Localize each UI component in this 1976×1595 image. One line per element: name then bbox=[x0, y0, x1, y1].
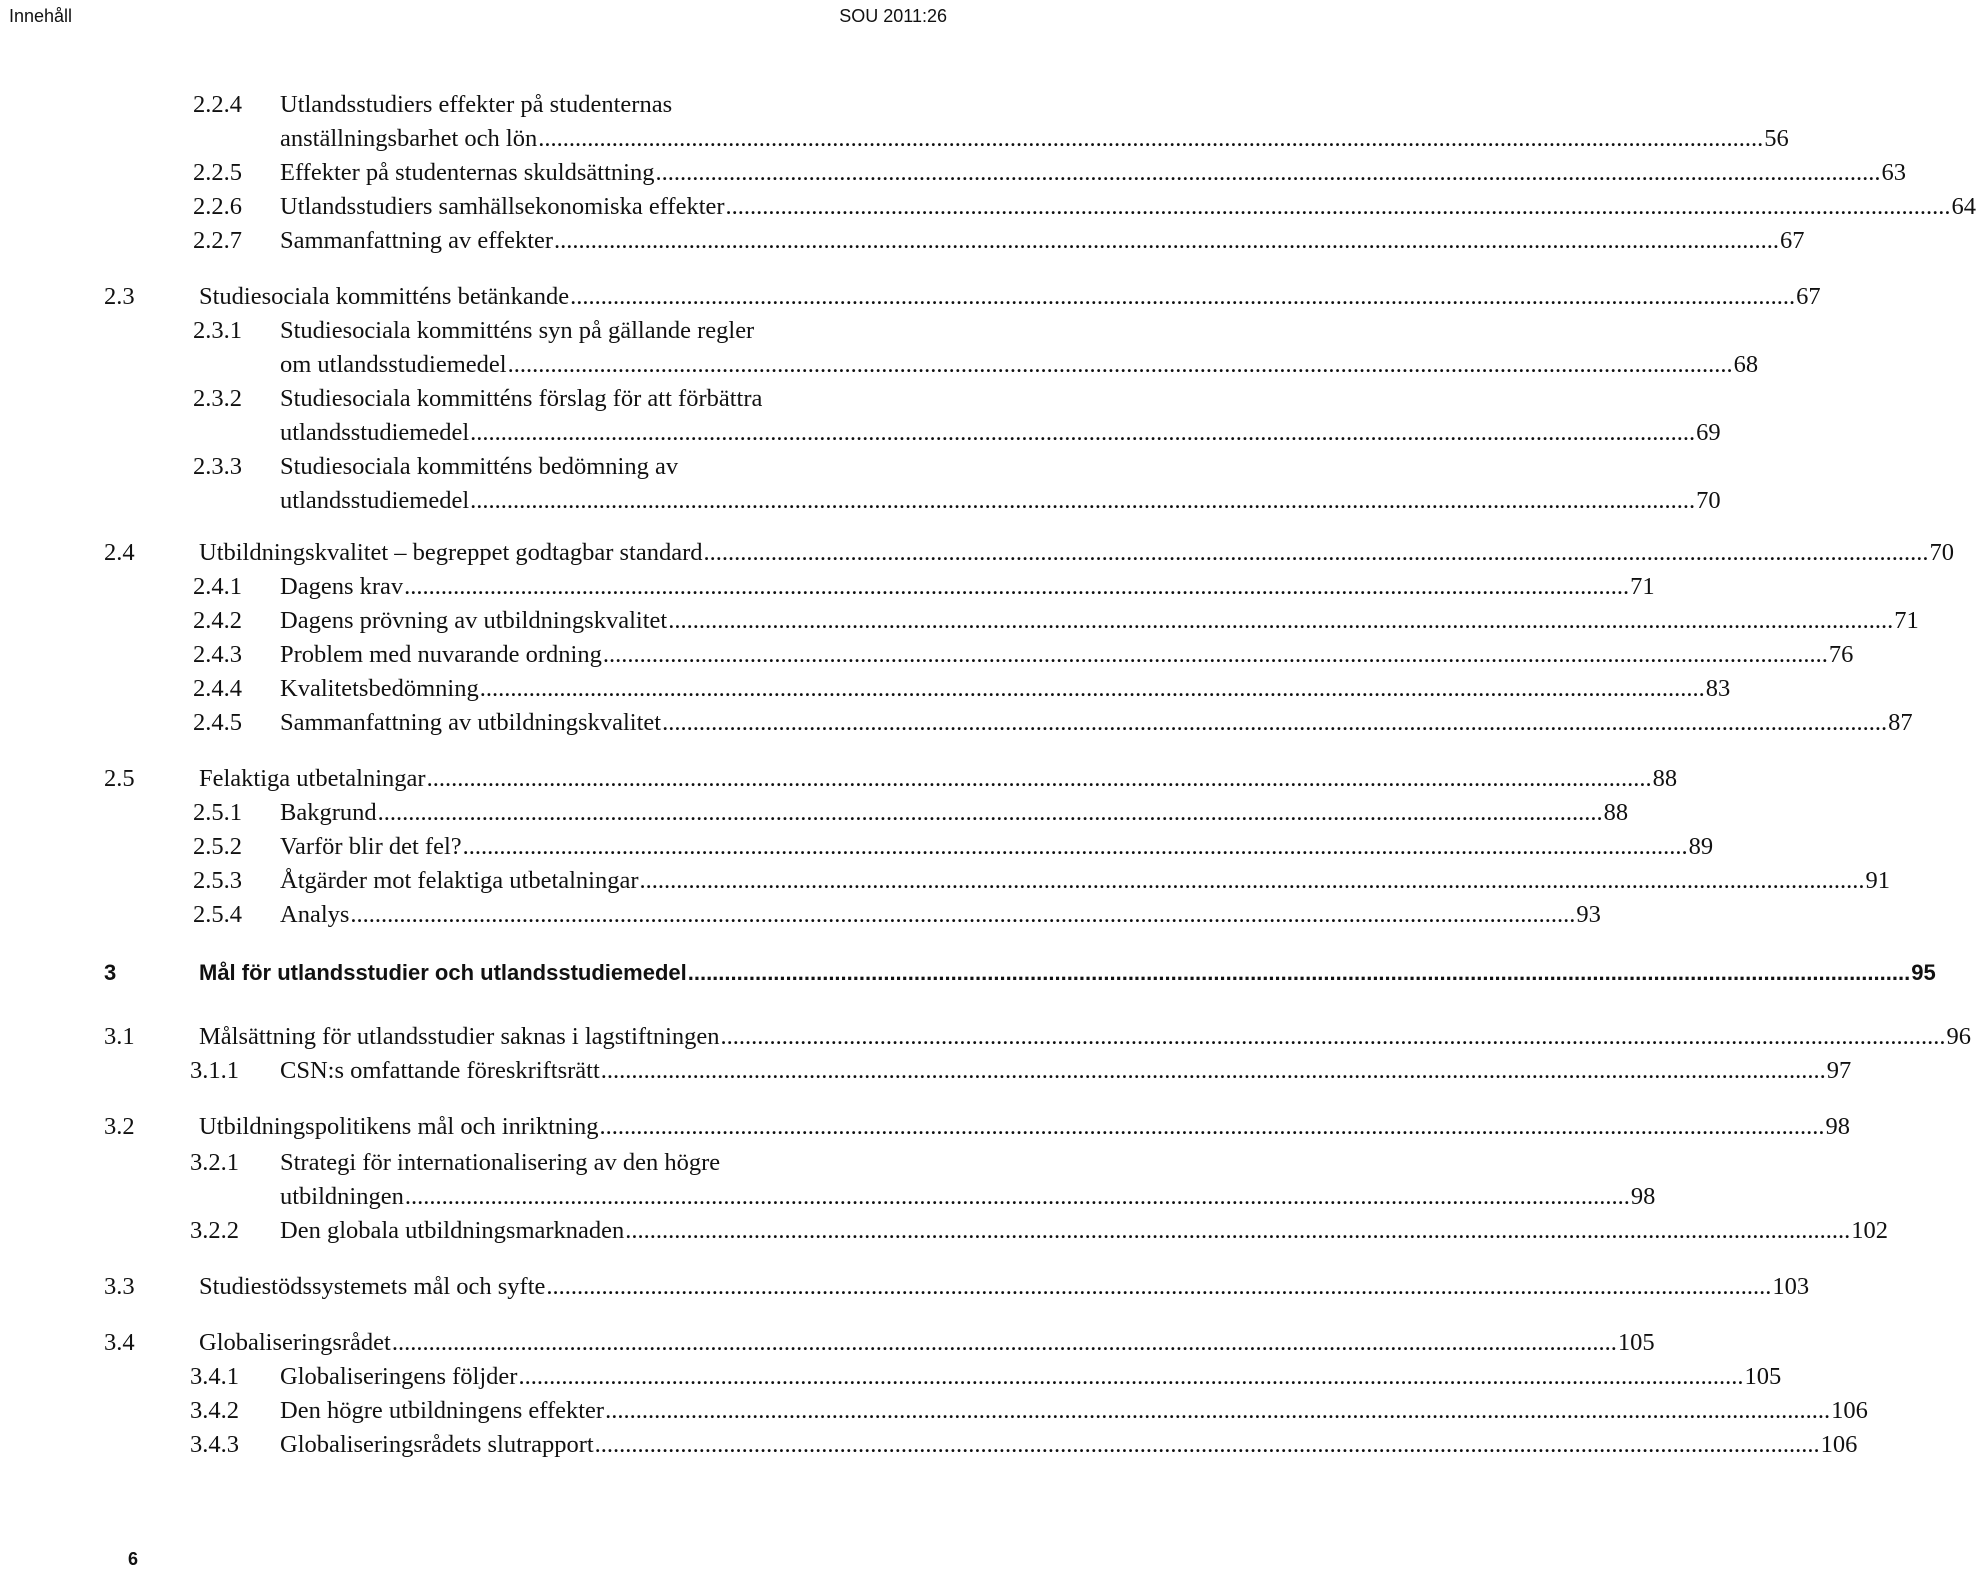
toc-entry-page: 106 bbox=[1820, 1431, 1858, 1458]
toc-dot-leader: ........................................................................................................................................................................................................ bbox=[725, 193, 1951, 220]
toc-entry-page: 67 bbox=[1780, 227, 1805, 254]
toc-entry-title: Felaktiga utbetalningar bbox=[199, 765, 426, 792]
toc-entry-title-line: Studiesociala kommitténs förslag för att förbättra bbox=[280, 385, 763, 412]
toc-entry-number: 2.3.3 bbox=[193, 453, 242, 480]
toc-dot-leader: ........................................................................................................................................................................................................ bbox=[426, 765, 1652, 792]
toc-dot-leader: ........................................................................................................................................................................................................ bbox=[625, 1217, 1851, 1244]
toc-entry-number: 3.3 bbox=[104, 1273, 135, 1300]
toc-entry-number: 2.2.6 bbox=[193, 193, 242, 220]
toc-entry-number: 2.3 bbox=[104, 283, 135, 310]
toc-entry-title: Dagens prövning av utbildningskvalitet bbox=[280, 607, 668, 634]
toc-entry-number: 2.2.4 bbox=[193, 91, 242, 118]
toc-dot-leader: ........................................................................................................................................................................................................ bbox=[470, 487, 1696, 514]
toc-entry-title: Varför blir det fel? bbox=[280, 833, 462, 860]
toc-entry-title: Utlandsstudiers samhällsekonomiska effekter bbox=[280, 193, 725, 220]
toc-dot-leader: ........................................................................................................................................................................................................ bbox=[377, 799, 1603, 826]
toc-entry-page: 105 bbox=[1744, 1363, 1782, 1390]
toc-entry-number: 2.4.2 bbox=[193, 607, 242, 634]
toc-dot-leader: ........................................................................................................................................................................................................ bbox=[391, 1329, 1617, 1356]
toc-entry-number: 3.4.3 bbox=[190, 1431, 239, 1458]
toc-dot-leader: ........................................................................................................................................................................................................ bbox=[639, 867, 1865, 894]
toc-entry-number: 3.4.2 bbox=[190, 1397, 239, 1424]
toc-entry-number: 2.4.1 bbox=[193, 573, 242, 600]
toc-dot-leader: ........................................................................................................................................................................................................ bbox=[470, 419, 1696, 446]
toc-entry-page: 56 bbox=[1764, 125, 1789, 152]
toc-dot-leader: ........................................................................................................................................................................................................ bbox=[687, 960, 1911, 985]
toc-entry-page: 83 bbox=[1705, 675, 1731, 702]
toc-entry-page: 88 bbox=[1603, 799, 1629, 826]
toc-entry-page: 70 bbox=[1696, 487, 1721, 514]
toc-entry-page: 97 bbox=[1826, 1057, 1852, 1084]
toc-entry-title: Åtgärder mot felaktiga utbetalningar bbox=[280, 867, 639, 894]
header-document-id: SOU 2011:26 bbox=[839, 6, 947, 26]
toc-entry-number: 3.2.2 bbox=[190, 1217, 239, 1244]
toc-entry-title-line: Studiesociala kommitténs bedömning av bbox=[280, 453, 679, 480]
toc-entry-title: Utbildningskvalitet – begreppet godtagbar standard bbox=[199, 539, 703, 566]
toc-entry-page: 89 bbox=[1688, 833, 1714, 860]
toc-entry-title: Mål för utlandsstudier och utlandsstudiemedel bbox=[199, 960, 687, 985]
toc-entry-title: Globaliseringsrådet bbox=[199, 1329, 391, 1356]
page-header bbox=[0, 0, 960, 30]
toc-entry-title: Globaliseringsrådets slutrapport bbox=[280, 1431, 594, 1458]
toc-entry-title: anställningsbarhet och lön bbox=[280, 125, 538, 152]
toc-entry-title: Studiestödssystemets mål och syfte bbox=[199, 1273, 546, 1300]
toc-entry-title: Den globala utbildningsmarknaden bbox=[280, 1217, 625, 1244]
toc-entry-title: utlandsstudiemedel bbox=[280, 419, 470, 446]
toc-entry-number: 2.4 bbox=[104, 539, 135, 566]
toc-entry-number: 2.4.5 bbox=[193, 709, 242, 736]
toc-entry-title: Dagens krav bbox=[280, 573, 404, 600]
toc-entry-page: 105 bbox=[1617, 1329, 1655, 1356]
toc-entry-page: 70 bbox=[1929, 539, 1954, 566]
toc-entry-title: Utbildningspolitikens mål och inriktning bbox=[199, 1113, 599, 1140]
toc-entry-number: 2.3.1 bbox=[193, 317, 242, 344]
toc-entry-title: Kvalitetsbedömning bbox=[280, 675, 479, 702]
toc-dot-leader: ........................................................................................................................................................................................................ bbox=[605, 1397, 1831, 1424]
toc-entry-title: Sammanfattning av utbildningskvalitet bbox=[280, 709, 662, 736]
toc-entry-title: Effekter på studenternas skuldsättning bbox=[280, 159, 655, 186]
toc-entry-page: 68 bbox=[1733, 351, 1759, 378]
toc-entry-number: 2.2.5 bbox=[193, 159, 242, 186]
toc-entry-title-line: Studiesociala kommitténs syn på gällande regler bbox=[280, 317, 755, 344]
toc-entry-number: 3.2.1 bbox=[190, 1149, 239, 1176]
toc-entry-number: 2.5.1 bbox=[193, 799, 242, 826]
toc-dot-leader: ........................................................................................................................................................................................................ bbox=[462, 833, 1688, 860]
toc-entry-title: Bakgrund bbox=[280, 799, 377, 826]
toc-dot-leader: ........................................................................................................................................................................................................ bbox=[479, 675, 1705, 702]
toc-dot-leader: ........................................................................................................................................................................................................ bbox=[602, 641, 1828, 668]
toc-dot-leader: ........................................................................................................................................................................................................ bbox=[599, 1113, 1825, 1140]
toc-entry-title: Studiesociala kommitténs betänkande bbox=[199, 283, 570, 310]
toc-entry-number: 3.4.1 bbox=[190, 1363, 239, 1390]
toc-entry-title: Målsättning för utlandsstudier saknas i lagstiftningen bbox=[199, 1023, 720, 1050]
toc-entry-page: 71 bbox=[1630, 573, 1655, 600]
toc-entry-title: utlandsstudiemedel bbox=[280, 487, 470, 514]
toc-dot-leader: ........................................................................................................................................................................................................ bbox=[703, 539, 1929, 566]
toc-dot-leader: ........................................................................................................................................................................................................ bbox=[554, 227, 1780, 254]
toc-entry-number: 3 bbox=[104, 960, 117, 985]
toc-dot-leader: ........................................................................................................................................................................................................ bbox=[350, 901, 1576, 928]
toc-entry-page: 69 bbox=[1696, 419, 1721, 446]
toc-entry-page: 71 bbox=[1894, 607, 1919, 634]
toc-entry-title: Analys bbox=[280, 901, 350, 928]
toc-entry-title: Den högre utbildningens effekter bbox=[280, 1397, 605, 1424]
toc-entry-number: 2.5.3 bbox=[193, 867, 242, 894]
toc-dot-leader: ........................................................................................................................................................................................................ bbox=[668, 607, 1894, 634]
toc-entry-number: 2.4.3 bbox=[193, 641, 242, 668]
toc-entry-number: 3.4 bbox=[104, 1329, 135, 1356]
toc-entry-title: Sammanfattning av effekter bbox=[280, 227, 554, 254]
toc-dot-leader: ........................................................................................................................................................................................................ bbox=[538, 125, 1764, 152]
toc-dot-leader: ........................................................................................................................................................................................................ bbox=[570, 283, 1796, 310]
toc-entry-number: 3.1.1 bbox=[190, 1057, 239, 1084]
toc-dot-leader: ........................................................................................................................................................................................................ bbox=[594, 1431, 1820, 1458]
toc-entry-page: 96 bbox=[1946, 1023, 1972, 1050]
toc-entry-title-line: Utlandsstudiers effekter på studenternas bbox=[280, 91, 673, 118]
toc-dot-leader: ........................................................................................................................................................................................................ bbox=[600, 1057, 1826, 1084]
toc-entry-page: 102 bbox=[1851, 1217, 1889, 1244]
toc-entry-page: 91 bbox=[1865, 867, 1891, 894]
toc-dot-leader: ........................................................................................................................................................................................................ bbox=[662, 709, 1888, 736]
toc-dot-leader: ........................................................................................................................................................................................................ bbox=[404, 1183, 1630, 1210]
toc-entry-page: 76 bbox=[1828, 641, 1854, 668]
toc-entry-title: utbildningen bbox=[280, 1183, 404, 1210]
page-number: 6 bbox=[128, 1549, 139, 1569]
toc-dot-leader: ........................................................................................................................................................................................................ bbox=[404, 573, 1630, 600]
toc-entry-title: Problem med nuvarande ordning bbox=[280, 641, 602, 668]
header-section-title: Innehåll bbox=[9, 6, 73, 26]
toc-entry-title: om utlandsstudiemedel bbox=[280, 351, 507, 378]
toc-entry-page: 93 bbox=[1576, 901, 1601, 928]
toc-entry-title: Globaliseringens följder bbox=[280, 1363, 518, 1390]
toc-dot-leader: ........................................................................................................................................................................................................ bbox=[507, 351, 1733, 378]
toc-entry-page: 95 bbox=[1911, 960, 1936, 985]
toc-entry-number: 2.5.4 bbox=[193, 901, 242, 928]
toc-entry-page: 98 bbox=[1825, 1113, 1850, 1140]
toc-entry-page: 103 bbox=[1772, 1273, 1810, 1300]
toc-entry-page: 64 bbox=[1951, 193, 1976, 220]
toc-entry-page: 67 bbox=[1796, 283, 1821, 310]
toc-entry-page: 98 bbox=[1630, 1183, 1656, 1210]
toc-entry-page: 87 bbox=[1888, 709, 1913, 736]
toc-entry-number: 2.2.7 bbox=[193, 227, 242, 254]
toc-dot-leader: ........................................................................................................................................................................................................ bbox=[720, 1023, 1946, 1050]
toc-entry-page: 88 bbox=[1652, 765, 1678, 792]
toc-dot-leader: ........................................................................................................................................................................................................ bbox=[655, 159, 1881, 186]
toc-dot-leader: ........................................................................................................................................................................................................ bbox=[518, 1363, 1744, 1390]
toc-entry-page: 63 bbox=[1881, 159, 1906, 186]
toc-entry-page: 106 bbox=[1831, 1397, 1868, 1424]
toc-entry-number: 3.1 bbox=[104, 1023, 135, 1050]
toc-entry-title-line: Strategi för internationalisering av den högre bbox=[280, 1149, 721, 1176]
toc-entry-number: 2.3.2 bbox=[193, 385, 242, 412]
toc-dot-leader: ........................................................................................................................................................................................................ bbox=[546, 1273, 1772, 1300]
toc-entry-number: 2.4.4 bbox=[193, 675, 242, 702]
toc-entry-number: 3.2 bbox=[104, 1113, 135, 1140]
toc-entry-title: CSN:s omfattande föreskriftsrätt bbox=[280, 1057, 600, 1084]
toc-entry-number: 2.5.2 bbox=[193, 833, 242, 860]
toc-entry-number: 2.5 bbox=[104, 765, 135, 792]
